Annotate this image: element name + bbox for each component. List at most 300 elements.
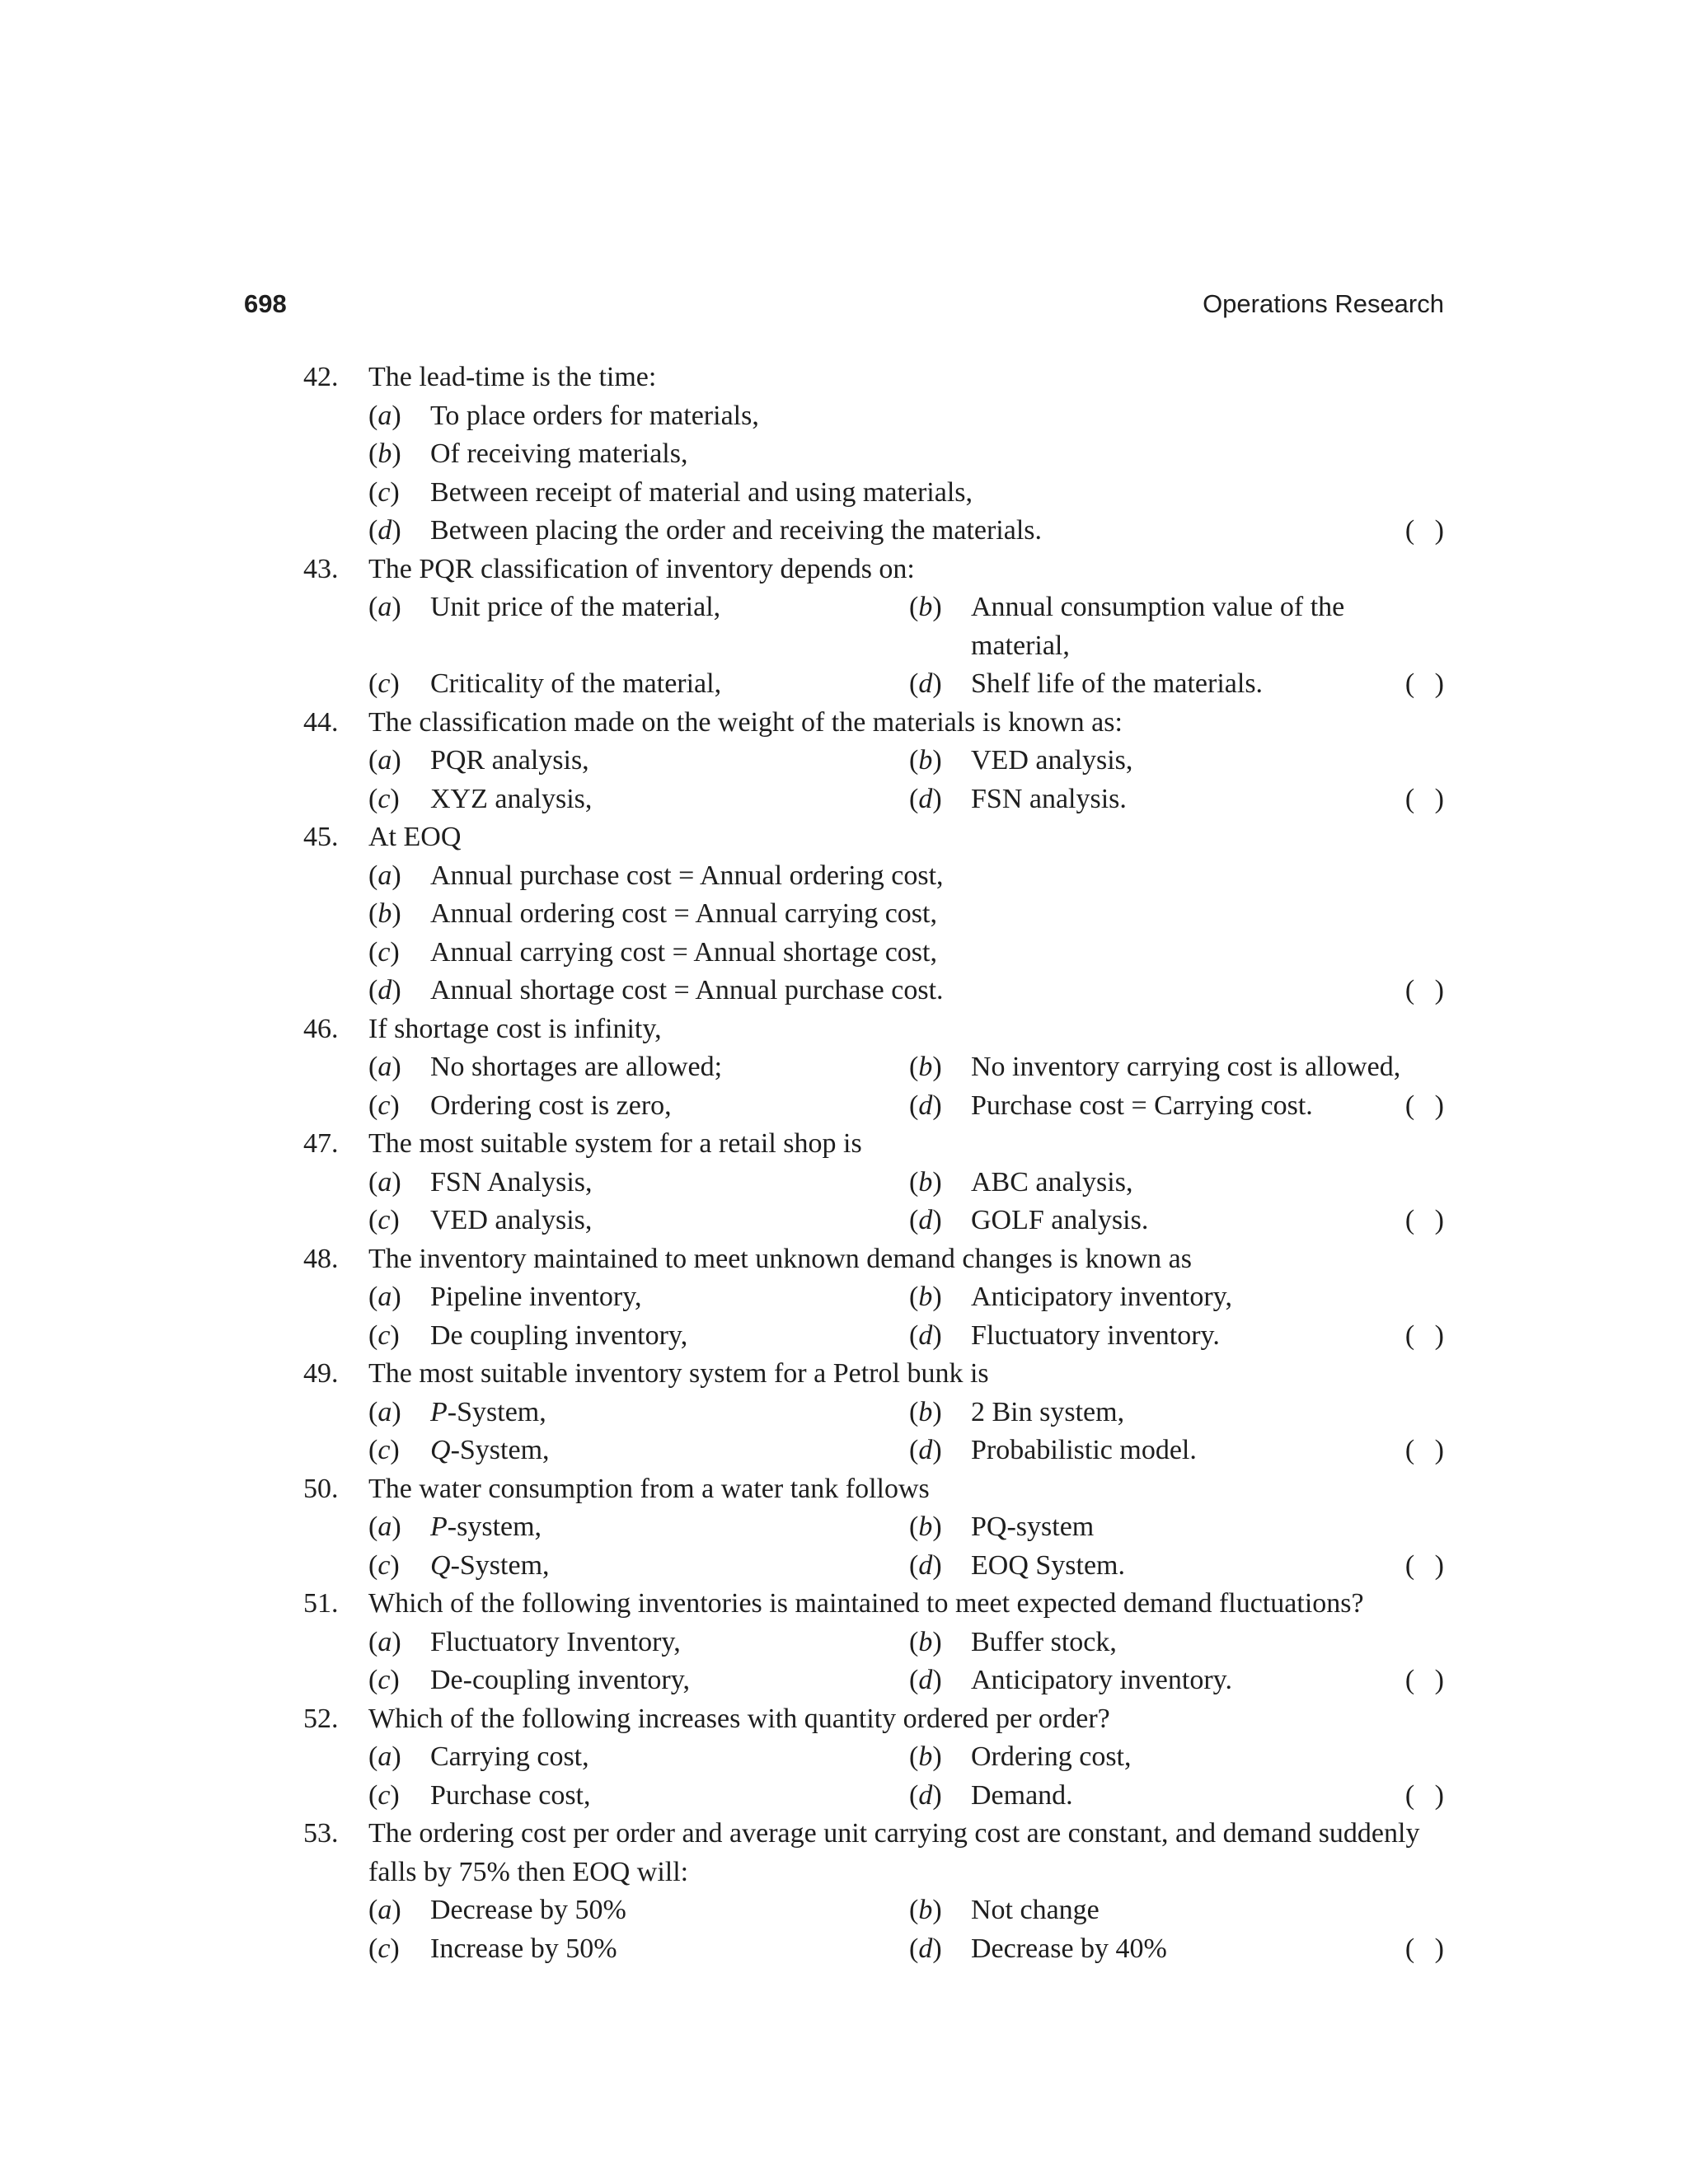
option-row	[368, 1278, 1444, 1317]
option-c	[368, 1547, 909, 1586]
question-text: The ordering cost per order and average unit carrying cost are constant, and demand suddenly falls by 75% then EOQ will:	[368, 1818, 1420, 1887]
option-d	[909, 1661, 1450, 1700]
option-letter: a	[377, 1626, 392, 1657]
option-letter: a	[377, 1052, 392, 1082]
option-letter: b	[377, 898, 392, 929]
option-row	[368, 1048, 1444, 1087]
option-text	[430, 1777, 591, 1816]
option-label: (b)	[909, 745, 942, 776]
option-letter: d	[918, 783, 933, 814]
option-text	[430, 1930, 617, 1969]
option-letter: c	[377, 936, 391, 968]
option-label: (c)	[368, 1319, 400, 1351]
option-text	[430, 857, 944, 896]
question-stem	[303, 1470, 1444, 1509]
option-text	[430, 780, 592, 819]
option-row	[368, 1087, 1451, 1126]
option-row	[368, 1317, 1451, 1356]
option-row	[368, 1891, 1444, 1930]
option-list	[303, 1164, 1451, 1240]
option-letter: b	[918, 1396, 933, 1427]
option-text	[430, 1508, 542, 1547]
option-text	[971, 1547, 1125, 1586]
option-text-body: FSN analysis.	[971, 783, 1127, 814]
question-stem	[303, 1125, 1444, 1164]
option-a	[368, 1508, 909, 1547]
option-a	[368, 1624, 909, 1662]
option-a	[368, 857, 944, 896]
option-label: (b)	[909, 1166, 942, 1197]
option-list	[303, 1738, 1451, 1815]
option-text-body: Ordering cost,	[971, 1741, 1132, 1772]
option-text	[971, 1777, 1073, 1816]
question-stem	[303, 551, 1444, 589]
option-c	[368, 1777, 909, 1816]
option-text-body: Between placing the order and receiving the materials.	[430, 515, 1043, 546]
option-text-body: Fluctuatory Inventory,	[430, 1626, 681, 1657]
answer-blank: ( )	[1404, 515, 1451, 546]
option-text-body: Anticipatory inventory.	[971, 1665, 1232, 1695]
option-label: (d)	[909, 1665, 942, 1695]
option-d	[368, 972, 944, 1010]
option-text-body: Criticality of the material,	[430, 668, 722, 699]
option-letter: c	[377, 1435, 391, 1465]
option-text-body: ABC analysis,	[971, 1166, 1133, 1197]
option-text-body: Demand.	[971, 1779, 1073, 1811]
option-text-body: Pipeline inventory,	[430, 1282, 642, 1312]
option-text	[971, 1930, 1167, 1969]
option-text-body: Annual carrying cost = Annual shortage cost,	[430, 936, 937, 968]
option-label: (a)	[368, 1166, 401, 1197]
option-b	[909, 1624, 1450, 1662]
option-text	[430, 665, 721, 704]
option-text-body: Annual purchase cost = Annual ordering cost,	[430, 860, 944, 891]
option-list	[303, 857, 1451, 1010]
option-text-body: Decrease by 50%	[430, 1895, 626, 1925]
option-label: (c)	[368, 1435, 400, 1465]
option-b	[909, 1278, 1450, 1317]
question-42	[303, 359, 1451, 551]
option-label: (a)	[368, 1396, 401, 1427]
option-c	[368, 1087, 909, 1126]
option-text	[430, 1547, 550, 1586]
option-label: (d)	[368, 975, 401, 1005]
option-text	[430, 588, 720, 665]
option-letter: c	[377, 1090, 391, 1121]
option-text	[430, 1202, 592, 1240]
option-text-body: Not change	[971, 1895, 1100, 1925]
option-text-body: Increase by 50%	[430, 1933, 617, 1964]
answer-blank: ( )	[1404, 1205, 1451, 1235]
option-c	[368, 1432, 909, 1470]
option-text-body: Probabilistic model.	[971, 1435, 1197, 1465]
question-number: 45.	[303, 822, 339, 852]
option-text	[971, 1661, 1232, 1700]
option-c	[368, 934, 937, 972]
option-d	[909, 1087, 1450, 1126]
option-text-body: Purchase cost,	[430, 1779, 591, 1811]
option-label: (d)	[909, 1319, 942, 1351]
option-row	[368, 1624, 1444, 1662]
question-number: 47.	[303, 1128, 339, 1159]
question-text: The classification made on the weight of the materials is known as:	[368, 706, 1123, 738]
option-text	[430, 512, 1042, 551]
option-label: (d)	[909, 783, 942, 814]
option-letter: b	[918, 1282, 933, 1312]
question-45	[303, 818, 1451, 1010]
option-list	[303, 1891, 1451, 1968]
question-stem	[303, 1010, 1444, 1049]
option-letter: c	[377, 1933, 391, 1964]
question-47	[303, 1125, 1451, 1240]
option-label: (c)	[368, 1549, 400, 1581]
option-letter: b	[918, 745, 933, 776]
option-text	[430, 1738, 589, 1777]
question-52	[303, 1700, 1451, 1816]
option-text	[430, 474, 973, 513]
option-label: (c)	[368, 1933, 400, 1964]
option-text-body: Annual shortage cost = Annual purchase cost.	[430, 975, 944, 1005]
question-stem	[303, 1700, 1444, 1739]
option-c	[368, 665, 909, 704]
option-letter: a	[377, 1282, 392, 1312]
question-44	[303, 704, 1451, 819]
page-header	[244, 289, 1444, 326]
question-list	[303, 359, 1451, 1968]
option-text	[971, 1278, 1232, 1317]
option-label: (b)	[368, 438, 401, 469]
question-50	[303, 1470, 1451, 1586]
option-c	[368, 474, 973, 513]
option-text-body: No shortages are allowed;	[430, 1052, 723, 1082]
option-a	[368, 397, 759, 436]
option-label: (b)	[368, 898, 401, 929]
option-list	[303, 1048, 1451, 1125]
option-text-body: De-coupling inventory,	[430, 1665, 691, 1695]
option-text	[971, 1891, 1100, 1930]
question-48	[303, 1240, 1451, 1356]
option-text-body: VED analysis,	[430, 1205, 593, 1235]
option-a	[368, 742, 909, 780]
option-label: (a)	[368, 1511, 401, 1542]
option-text	[971, 1087, 1313, 1126]
option-text-body: Carrying cost,	[430, 1741, 589, 1772]
option-text	[430, 435, 687, 474]
option-text-body: Buffer stock,	[971, 1626, 1117, 1657]
question-number: 50.	[303, 1473, 339, 1504]
option-letter: c	[377, 476, 391, 508]
option-text-body: XYZ analysis,	[430, 783, 593, 814]
option-row	[368, 1164, 1444, 1202]
question-number: 49.	[303, 1358, 339, 1389]
option-label: (d)	[368, 515, 401, 546]
option-letter: a	[377, 1511, 392, 1542]
option-letter: b	[918, 1626, 933, 1657]
option-c	[368, 1317, 909, 1356]
running-title: Operations Research	[1203, 289, 1444, 318]
option-label: (d)	[909, 1090, 942, 1121]
option-a	[368, 1738, 909, 1777]
option-d	[909, 1432, 1450, 1470]
question-text: At EOQ	[368, 822, 462, 852]
option-label: (b)	[909, 592, 942, 622]
answer-blank: ( )	[1404, 1435, 1451, 1465]
option-row	[368, 1930, 1451, 1969]
option-text	[430, 742, 589, 780]
option-label: (c)	[368, 476, 400, 508]
option-text-body: Decrease by 40%	[971, 1933, 1167, 1964]
option-letter: d	[918, 1933, 933, 1964]
option-letter: c	[377, 1549, 391, 1581]
option-variable: Q	[430, 1549, 451, 1581]
option-list	[303, 1624, 1451, 1700]
option-label: (c)	[368, 668, 400, 699]
option-label: (c)	[368, 1090, 400, 1121]
option-text	[971, 1048, 1400, 1087]
option-letter: d	[918, 668, 933, 699]
option-label: (a)	[368, 745, 401, 776]
option-b	[909, 588, 1450, 665]
option-text	[430, 1048, 722, 1087]
option-label: (d)	[909, 1779, 942, 1811]
option-text-body: PQ-system	[971, 1511, 1095, 1542]
question-text: The most suitable system for a retail shop is	[368, 1128, 862, 1159]
option-text	[971, 1738, 1132, 1777]
option-letter: c	[377, 1205, 391, 1235]
option-row	[368, 1777, 1451, 1816]
option-text-body: Shelf life of the materials.	[971, 668, 1264, 699]
option-text	[430, 895, 937, 934]
option-list	[303, 397, 1451, 551]
option-b	[909, 1508, 1450, 1547]
option-text-body: No inventory carrying cost is allowed,	[971, 1052, 1401, 1082]
option-label: (a)	[368, 400, 401, 431]
option-letter: b	[918, 1511, 933, 1542]
question-number: 48.	[303, 1243, 339, 1274]
option-text	[971, 1624, 1117, 1662]
option-text	[971, 1394, 1124, 1432]
answer-blank: ( )	[1404, 668, 1451, 699]
option-label: (d)	[909, 1205, 942, 1235]
question-text: Which of the following increases with quantity ordered per order?	[368, 1703, 1110, 1734]
option-text	[430, 397, 759, 436]
question-stem	[303, 818, 1444, 857]
option-text-body: GOLF analysis.	[971, 1205, 1149, 1235]
option-label: (c)	[368, 783, 400, 814]
question-text: The lead-time is the time:	[368, 362, 657, 392]
option-letter: c	[377, 1665, 391, 1695]
option-row	[368, 972, 1451, 1010]
option-text-body: Of receiving materials,	[430, 438, 688, 469]
option-list	[303, 1508, 1451, 1585]
option-text	[971, 1164, 1132, 1202]
option-b	[909, 1738, 1450, 1777]
option-text-body: Fluctuatory inventory.	[971, 1319, 1220, 1351]
option-b	[909, 1048, 1450, 1087]
answer-blank: ( )	[1404, 1665, 1451, 1695]
option-label: (c)	[368, 936, 400, 968]
option-label: (b)	[909, 1052, 942, 1082]
option-label: (b)	[909, 1626, 942, 1657]
question-stem	[303, 1815, 1444, 1891]
option-row	[368, 1661, 1451, 1700]
option-b	[909, 1891, 1450, 1930]
option-row	[368, 512, 1451, 551]
option-letter: c	[377, 668, 391, 699]
question-stem	[303, 1355, 1444, 1394]
option-letter: b	[918, 1166, 933, 1197]
option-text	[971, 588, 1450, 665]
question-number: 52.	[303, 1703, 339, 1734]
option-row	[368, 742, 1444, 780]
option-row	[368, 435, 1444, 474]
answer-blank: ( )	[1404, 975, 1451, 1005]
option-text	[430, 1432, 550, 1470]
option-text-body: Unit price of the material,	[430, 592, 721, 622]
option-text-body: To place orders for materials,	[430, 400, 759, 431]
option-letter: d	[918, 1779, 933, 1811]
option-row	[368, 1547, 1451, 1586]
option-label: (c)	[368, 1205, 400, 1235]
option-label: (d)	[909, 1435, 942, 1465]
option-text	[430, 1891, 626, 1930]
option-variable: P	[430, 1511, 448, 1542]
question-text: The water consumption from a water tank follows	[368, 1473, 930, 1504]
option-text	[430, 1317, 687, 1356]
option-text	[971, 1202, 1148, 1240]
option-letter: d	[918, 1319, 933, 1351]
question-stem	[303, 1585, 1444, 1624]
question-number: 42.	[303, 362, 339, 392]
option-text-body: -System,	[450, 1549, 550, 1581]
option-a	[368, 1048, 909, 1087]
option-letter: a	[377, 745, 392, 776]
option-row	[368, 588, 1444, 665]
option-list	[303, 1394, 1451, 1470]
question-number: 43.	[303, 553, 339, 584]
question-text: The PQR classification of inventory depends on:	[368, 553, 915, 584]
option-letter: b	[377, 438, 392, 469]
question-text: Which of the following inventories is maintained to meet expected demand fluctuations?	[368, 1588, 1364, 1619]
option-a	[368, 1394, 909, 1432]
option-row	[368, 474, 1444, 513]
option-letter: a	[377, 1396, 392, 1427]
option-d	[909, 1777, 1450, 1816]
option-text-body: Anticipatory inventory,	[971, 1282, 1232, 1312]
option-text-body: FSN Analysis,	[430, 1166, 593, 1197]
option-letter: d	[377, 515, 392, 546]
option-text	[430, 1661, 690, 1700]
option-label: (b)	[909, 1741, 942, 1772]
question-text: If shortage cost is infinity,	[368, 1013, 662, 1044]
option-letter: a	[377, 1166, 392, 1197]
option-text-body: PQR analysis,	[430, 745, 589, 776]
option-letter: d	[377, 975, 392, 1005]
option-label: (a)	[368, 1626, 401, 1657]
option-text	[971, 665, 1263, 704]
option-row	[368, 1432, 1451, 1470]
option-letter: a	[377, 1741, 392, 1772]
option-b	[368, 895, 937, 934]
option-label: (a)	[368, 1052, 401, 1082]
option-text-body: Annual consumption value of the material,	[971, 592, 1345, 661]
option-label: (a)	[368, 1741, 401, 1772]
option-label: (a)	[368, 860, 401, 891]
question-number: 46.	[303, 1013, 339, 1044]
option-b	[909, 742, 1450, 780]
question-43	[303, 551, 1451, 704]
option-letter: c	[377, 1779, 391, 1811]
option-c	[368, 780, 909, 819]
option-text-body: De coupling inventory,	[430, 1319, 688, 1351]
option-label: (a)	[368, 1282, 401, 1312]
option-label: (d)	[909, 1933, 942, 1964]
option-list	[303, 588, 1451, 704]
option-variable: Q	[430, 1435, 451, 1465]
option-text-body: -System,	[447, 1396, 546, 1427]
option-text-body: VED analysis,	[971, 745, 1133, 776]
question-stem	[303, 359, 1444, 397]
option-letter: d	[918, 1665, 933, 1695]
option-letter: b	[918, 1052, 933, 1082]
option-row	[368, 1508, 1444, 1547]
option-text-body: -System,	[450, 1435, 550, 1465]
option-text	[430, 972, 944, 1010]
option-text-body: 2 Bin system,	[971, 1396, 1125, 1427]
option-label: (c)	[368, 1665, 400, 1695]
question-51	[303, 1585, 1451, 1700]
option-c	[368, 1661, 909, 1700]
option-letter: d	[918, 1435, 933, 1465]
option-letter: b	[918, 1741, 933, 1772]
option-text	[430, 1278, 642, 1317]
question-stem	[303, 704, 1444, 743]
answer-blank: ( )	[1404, 1090, 1451, 1121]
option-d	[909, 1930, 1450, 1969]
option-letter: d	[918, 1549, 933, 1581]
option-row	[368, 1202, 1451, 1240]
option-letter: b	[918, 1895, 933, 1925]
option-a	[368, 1164, 909, 1202]
option-label: (b)	[909, 1511, 942, 1542]
option-text	[430, 1394, 546, 1432]
option-b	[909, 1394, 1450, 1432]
option-list	[303, 1278, 1451, 1355]
option-text-body: EOQ System.	[971, 1549, 1125, 1581]
option-label: (b)	[909, 1396, 942, 1427]
option-label: (b)	[909, 1895, 942, 1925]
question-text: The most suitable inventory system for a Petrol bunk is	[368, 1358, 989, 1389]
question-stem	[303, 1240, 1444, 1279]
option-letter: c	[377, 783, 391, 814]
question-53	[303, 1815, 1451, 1968]
option-label: (c)	[368, 1779, 400, 1811]
option-variable: P	[430, 1396, 448, 1427]
page-number: 698	[244, 289, 287, 318]
option-a	[368, 1891, 909, 1930]
option-label: (a)	[368, 592, 401, 622]
option-label: (a)	[368, 1895, 401, 1925]
option-letter: a	[377, 592, 392, 622]
option-d	[909, 1317, 1450, 1356]
option-row	[368, 397, 1444, 436]
option-row	[368, 895, 1444, 934]
option-text-body: Between receipt of material and using materials,	[430, 476, 973, 508]
option-d	[368, 512, 1042, 551]
option-list	[303, 742, 1451, 818]
option-d	[909, 780, 1450, 819]
question-number: 51.	[303, 1588, 339, 1619]
